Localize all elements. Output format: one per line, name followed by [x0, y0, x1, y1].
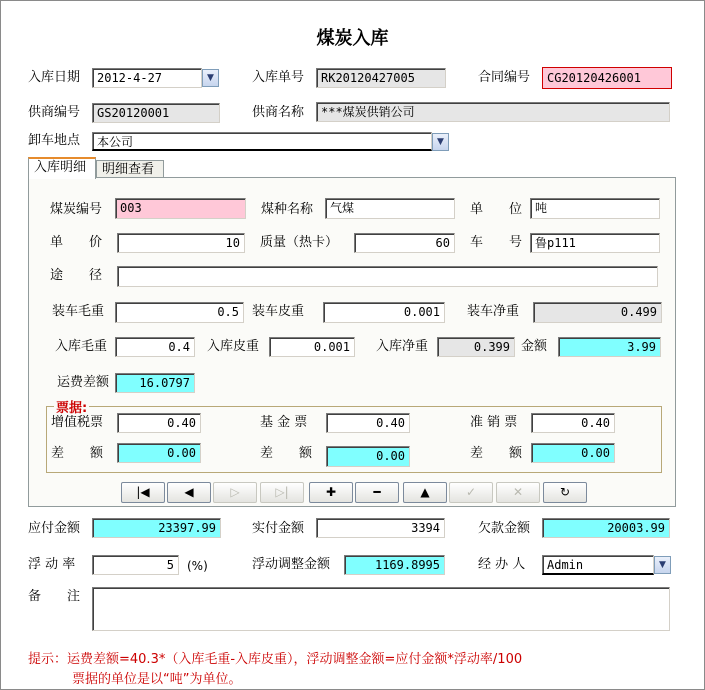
float-amount-label: 浮动调整金额: [252, 557, 331, 572]
chevron-down-icon: ▼: [207, 73, 214, 83]
fund-diff-field[interactable]: 0.00: [326, 446, 410, 467]
chevron-down-icon: ▼: [437, 137, 444, 147]
permit-bill-label: 准 销 票: [470, 415, 518, 430]
in-net-field[interactable]: 0.399: [437, 337, 515, 357]
coal-code-field[interactable]: 003: [115, 198, 246, 219]
operator-select[interactable]: Admin: [542, 555, 654, 575]
triangle-up-icon: ▲: [420, 485, 430, 499]
refresh-icon: ↻: [559, 485, 571, 499]
coal-code-label: 煤炭编号: [50, 202, 103, 217]
amount-label: 金额: [521, 339, 548, 354]
date-dropdown-button[interactable]: [202, 69, 219, 87]
unload-location-select[interactable]: 本公司: [92, 132, 432, 151]
vat-diff-label: 差 额: [51, 446, 104, 461]
supplier-code-label: 供商编号: [28, 105, 81, 120]
next-record-icon: ▷: [230, 485, 240, 499]
plate-field[interactable]: 鲁p111: [530, 233, 660, 253]
unload-location-label: 卸车地点: [28, 133, 81, 148]
load-gross-label: 装车毛重: [52, 304, 105, 319]
date-label: 入库日期: [28, 70, 81, 85]
minus-icon: ━: [373, 485, 381, 499]
amount-field[interactable]: 3.99: [558, 337, 661, 357]
supplier-code-field[interactable]: GS20120001: [92, 103, 220, 123]
supplier-name-label: 供商名称: [252, 105, 305, 120]
plus-icon: ✚: [325, 485, 337, 499]
load-gross-field[interactable]: 0.5: [115, 302, 244, 323]
permit-diff-label: 差 额: [470, 446, 523, 461]
vat-diff-field[interactable]: 0.00: [117, 443, 201, 463]
last-record-icon: ▷|: [275, 485, 289, 499]
load-net-label: 装车净重: [467, 304, 520, 319]
in-net-label: 入库净重: [376, 339, 429, 354]
hint-line-1: 提示：运费差额=40.3*（入库毛重-入库皮重），浮动调整金额=应付金额*浮动率/100: [28, 652, 523, 667]
payable-label: 应付金额: [28, 521, 81, 536]
fund-diff-label: 差 额: [260, 446, 313, 461]
quality-field[interactable]: 60: [354, 233, 455, 253]
load-tare-field[interactable]: 0.001: [323, 302, 445, 323]
remark-field[interactable]: [92, 587, 670, 631]
in-tare-field[interactable]: 0.001: [269, 337, 355, 357]
nav-next-button[interactable]: [213, 482, 257, 503]
route-label: 途 径: [50, 268, 103, 283]
float-rate-unit: (%): [187, 559, 208, 573]
tab-view-detail[interactable]: 明细查看: [96, 160, 164, 180]
nav-edit-button[interactable]: [403, 482, 447, 503]
nav-save-button[interactable]: [449, 482, 493, 503]
paid-label: 实付金额: [252, 521, 305, 536]
x-icon: ✕: [512, 485, 524, 499]
owed-field[interactable]: 20003.99: [542, 518, 670, 538]
contract-no-label: 合同编号: [478, 70, 531, 85]
nav-delete-button[interactable]: [355, 482, 399, 503]
freight-diff-field[interactable]: 16.0797: [115, 373, 195, 393]
supplier-name-field[interactable]: ***煤炭供销公司: [316, 102, 670, 122]
first-record-icon: |◀: [136, 485, 150, 499]
in-tare-label: 入库皮重: [207, 339, 260, 354]
chevron-down-icon: ▼: [659, 560, 666, 570]
in-gross-field[interactable]: 0.4: [115, 337, 195, 357]
float-amount-field[interactable]: 1169.8995: [344, 555, 445, 575]
unit-label: 单 位: [470, 202, 523, 217]
order-no-label: 入库单号: [252, 70, 305, 85]
prev-record-icon: ◀: [184, 485, 194, 499]
price-field[interactable]: 10: [117, 233, 245, 253]
in-gross-label: 入库毛重: [55, 339, 108, 354]
vat-bill-label: 增值税票: [51, 415, 104, 430]
unit-field[interactable]: 吨: [530, 198, 660, 219]
load-tare-label: 装车皮重: [252, 304, 305, 319]
paid-field[interactable]: 3394: [316, 518, 445, 538]
payable-field[interactable]: 23397.99: [92, 518, 221, 538]
operator-dropdown-button[interactable]: [654, 556, 671, 574]
bills-group-title: 票据:: [54, 397, 89, 416]
owed-label: 欠款金额: [478, 521, 531, 536]
remark-label: 备 注: [28, 589, 81, 604]
vat-bill-field[interactable]: 0.40: [117, 413, 201, 433]
unload-dropdown-button[interactable]: [432, 133, 449, 151]
nav-prev-button[interactable]: [167, 482, 211, 503]
operator-label: 经 办 人: [478, 557, 526, 572]
permit-bill-field[interactable]: 0.40: [531, 413, 615, 433]
float-rate-field[interactable]: 5: [92, 555, 179, 575]
nav-refresh-button[interactable]: [543, 482, 587, 503]
tab-detail[interactable]: 入库明细: [28, 157, 96, 179]
page-title: 煤炭入库: [316, 28, 389, 49]
coal-type-field[interactable]: 气煤: [325, 198, 455, 219]
nav-first-button[interactable]: [121, 482, 165, 503]
float-rate-label: 浮 动 率: [28, 557, 76, 572]
coal-type-label: 煤种名称: [261, 202, 314, 217]
price-label: 单 价: [50, 235, 103, 250]
freight-diff-label: 运费差额: [57, 375, 110, 390]
permit-diff-field[interactable]: 0.00: [531, 443, 615, 463]
order-no-field[interactable]: RK20120427005: [316, 68, 446, 88]
nav-cancel-button[interactable]: [496, 482, 540, 503]
plate-label: 车 号: [470, 235, 523, 250]
quality-label: 质量（热卡）: [260, 235, 339, 250]
nav-add-button[interactable]: [309, 482, 353, 503]
date-field[interactable]: 2012-4-27: [92, 68, 202, 88]
check-icon: ✓: [465, 485, 477, 499]
load-net-field[interactable]: 0.499: [533, 302, 662, 323]
contract-no-field[interactable]: CG20120426001: [542, 67, 672, 89]
nav-last-button[interactable]: [260, 482, 304, 503]
fund-bill-label: 基 金 票: [260, 415, 308, 430]
hint-line-2: 票据的单位是以“吨”为单位。: [72, 672, 242, 687]
route-field[interactable]: [117, 266, 658, 287]
fund-bill-field[interactable]: 0.40: [326, 413, 410, 433]
